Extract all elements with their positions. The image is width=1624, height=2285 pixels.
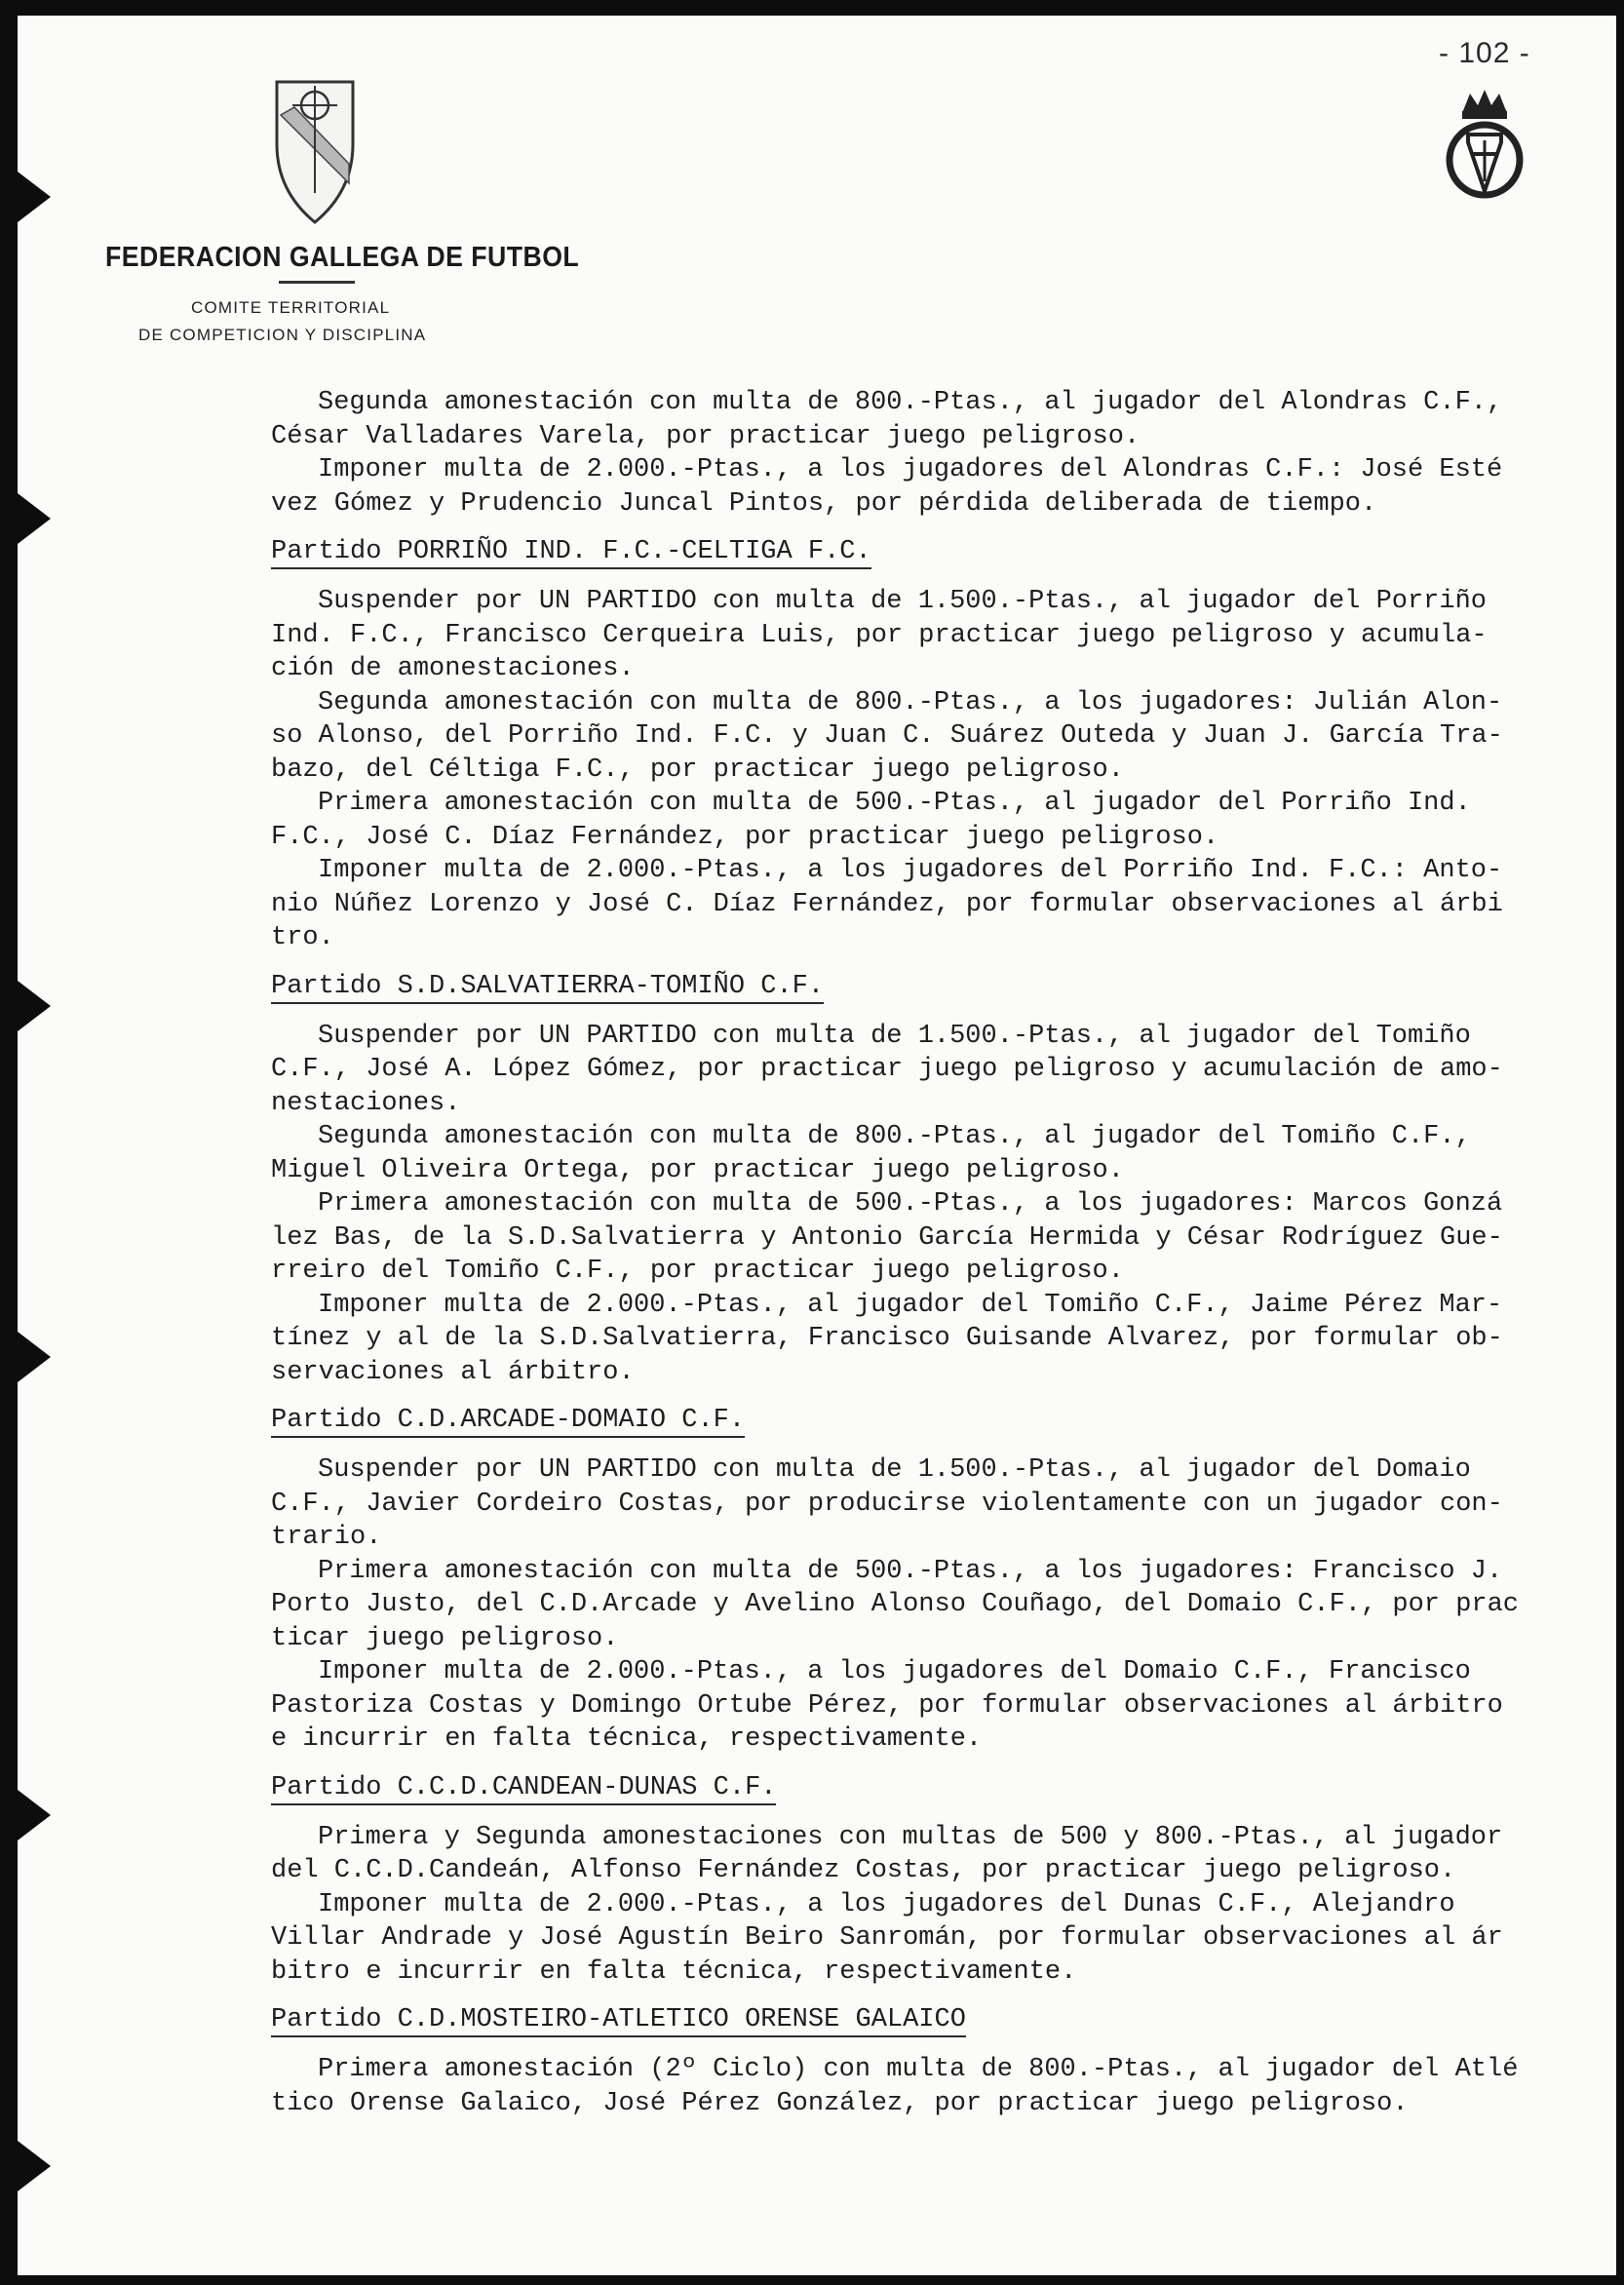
paragraph-line: Segunda amonestación con multa de 800.-Ptas., al jugador del Alondras C.F., [318,388,1503,417]
sanction-paragraph [271,1187,1577,1289]
paragraph-line: nestaciones. [271,1088,461,1118]
paragraph-line: Imponer multa de 2.000.-Ptas., a los jugadores del Alondras C.F.: José Esté [318,455,1503,484]
paragraph-line: Imponer multa de 2.000.-Ptas., al jugador del Tomiño C.F., Jaime Pérez Mar- [318,1290,1503,1320]
sanction-paragraph [271,1453,1577,1555]
sanction-paragraph [271,1120,1577,1187]
paragraph-line: Imponer multa de 2.000.-Ptas., a los jugadores del Dunas C.F., Alejandro [318,1889,1455,1919]
sanction-paragraph [271,585,1577,686]
match-heading [271,1757,1577,1821]
spanish-federation-crown-crest-icon [1441,84,1528,211]
sanction-paragraph [271,386,1577,453]
paragraph-line: Villar Andrade y José Agustín Beiro Sanromán, por formular observaciones al ár [271,1923,1503,1953]
sanction-paragraph [271,453,1577,521]
sanction-paragraph [271,2053,1577,2120]
match-heading-text: Partido C.C.D.CANDEAN-DUNAS C.F. [271,1772,776,1805]
paragraph-line: ticar juego peligroso. [271,1623,619,1653]
paragraph-line: Imponer multa de 2.000.-Ptas., a los jugadores del Porriño Ind. F.C.: Anto- [318,856,1503,885]
page-number: - 102 - [1439,37,1530,69]
paragraph-line: Suspender por UN PARTIDO con multa de 1.500.-Ptas., al jugador del Domaio [318,1455,1471,1485]
paragraph-line: Primera y Segunda amonestaciones con multas de 500 y 800.-Ptas., al jugador [318,1822,1503,1852]
paragraph-line: rreiro del Tomiño C.F., por practicar juego peligroso. [271,1257,1124,1286]
paragraph-line: Primera amonestación con multa de 500.-Ptas., a los jugadores: Marcos Gonzá [318,1189,1503,1219]
galician-federation-shield-icon [271,76,359,232]
paragraph-line: Primera amonestación con multa de 500.-Ptas., a los jugadores: Francisco J. [318,1556,1503,1586]
paragraph-line: F.C., José C. Díaz Fernández, por practicar juego peligroso. [271,822,1219,852]
sanction-paragraph [271,1289,1577,1390]
match-heading-text: Partido S.D.SALVATIERRA-TOMIÑO C.F. [271,971,824,1004]
paragraph-line: Pastoriza Costas y Domingo Ortube Pérez, por formular observaciones al árbitro [271,1690,1503,1721]
paragraph-line: Porto Justo, del C.D.Arcade y Avelino Alonso Couñago, del Domaio C.F., por prac [271,1590,1520,1619]
paragraph-line: C.F., Javier Cordeiro Costas, por producirse violentamente con un jugador con- [271,1489,1503,1519]
sanction-paragraph [271,1655,1577,1757]
match-heading-text: Partido C.D.ARCADE-DOMAIO C.F. [271,1405,745,1438]
paragraph-line: Segunda amonestación con multa de 800.-Ptas., a los jugadores: Julián Alon- [318,687,1503,717]
paragraph-line: del C.C.D.Candeán, Alfonso Fernández Costas, por practicar juego peligroso. [271,1856,1456,1885]
match-heading [271,521,1577,585]
sanction-paragraph [271,686,1577,788]
paragraph-line: trario. [271,1523,382,1552]
resolution-body [271,386,1577,2120]
paragraph-line: vez Gómez y Prudencio Juncal Pintos, por pérdida deliberada de tiempo. [271,488,1377,519]
committee-line-1: COMITE TERRITORIAL [191,298,391,317]
torn-edge [18,172,51,222]
match-heading [271,1389,1577,1453]
paragraph-line: Imponer multa de 2.000.-Ptas., a los jugadores del Domaio C.F., Francisco [318,1657,1471,1686]
committee-line-2: DE COMPETICION Y DISCIPLINA [138,326,427,344]
sanction-paragraph [271,1020,1577,1121]
paragraph-line: nio Núñez Lorenzo y José C. Díaz Fernández, por formular observaciones al árbi [271,889,1503,919]
paragraph-line: lez Bas, de la S.D.Salvatierra y Antonio García Hermida y César Rodríguez Gue- [271,1222,1503,1253]
torn-edge [18,1790,51,1840]
paragraph-line: bazo, del Céltiga F.C., por practicar juego peligroso. [271,755,1124,785]
match-heading [271,955,1577,1020]
paragraph-line: Suspender por UN PARTIDO con multa de 1.500.-Ptas., al jugador del Porriño [318,587,1487,616]
title-divider [279,281,355,284]
paragraph-line: Primera amonestación (2º Ciclo) con multa de 800.-Ptas., al jugador del Atlé [318,2055,1519,2084]
torn-edge [18,493,51,544]
federation-name: FEDERACION GALLEGA DE FUTBOL [105,242,580,273]
match-heading-text: Partido PORRIÑO IND. F.C.-CELTIGA F.C. [271,536,871,569]
match-heading [271,1989,1577,2053]
paragraph-line: Primera amonestación con multa de 500.-Ptas., al jugador del Porriño Ind. [318,789,1471,818]
sanction-paragraph [271,1888,1577,1990]
torn-edge [18,2141,51,2191]
paragraph-line: C.F., José A. López Gómez, por practicar juego peligroso y acumulación de amo- [271,1055,1503,1084]
paragraph-line: ción de amonestaciones. [271,654,635,683]
paragraph-line: Suspender por UN PARTIDO con multa de 1.500.-Ptas., al jugador del Tomiño [318,1021,1471,1051]
sanction-paragraph [271,854,1577,955]
paragraph-line: Ind. F.C., Francisco Cerqueira Luis, por practicar juego peligroso y acumula- [271,620,1488,650]
paragraph-line: César Valladares Varela, por practicar juego peligroso. [271,421,1141,451]
paragraph-line: so Alonso, del Porriño Ind. F.C. y Juan C. Suárez Outeda y Juan J. García Tra- [271,721,1503,751]
sanction-paragraph [271,1555,1577,1656]
paragraph-line: Miguel Oliveira Ortega, por practicar juego peligroso. [271,1155,1124,1185]
paragraph-line: e incurrir en falta técnica, respectivamente. [271,1724,983,1754]
match-heading-text: Partido C.D.MOSTEIRO-ATLETICO ORENSE GALAICO [271,2004,966,2037]
torn-edge [18,981,51,1031]
paragraph-line: servaciones al árbitro. [271,1357,635,1387]
torn-edge [18,1332,51,1382]
paragraph-line: bitro e incurrir en falta técnica, respectivamente. [271,1956,1077,1987]
sanction-paragraph [271,787,1577,854]
paragraph-line: Segunda amonestación con multa de 800.-Ptas., al jugador del Tomiño C.F., [318,1122,1471,1151]
document-page [18,16,1616,2275]
paragraph-line: tico Orense Galaico, José Pérez González, por practicar juego peligroso. [271,2088,1409,2118]
sanction-paragraph [271,1821,1577,1888]
paragraph-line: tro. [271,923,334,952]
paragraph-line: tínez y al de la S.D.Salvatierra, Francisco Guisande Alvarez, por formular ob- [271,1324,1503,1353]
